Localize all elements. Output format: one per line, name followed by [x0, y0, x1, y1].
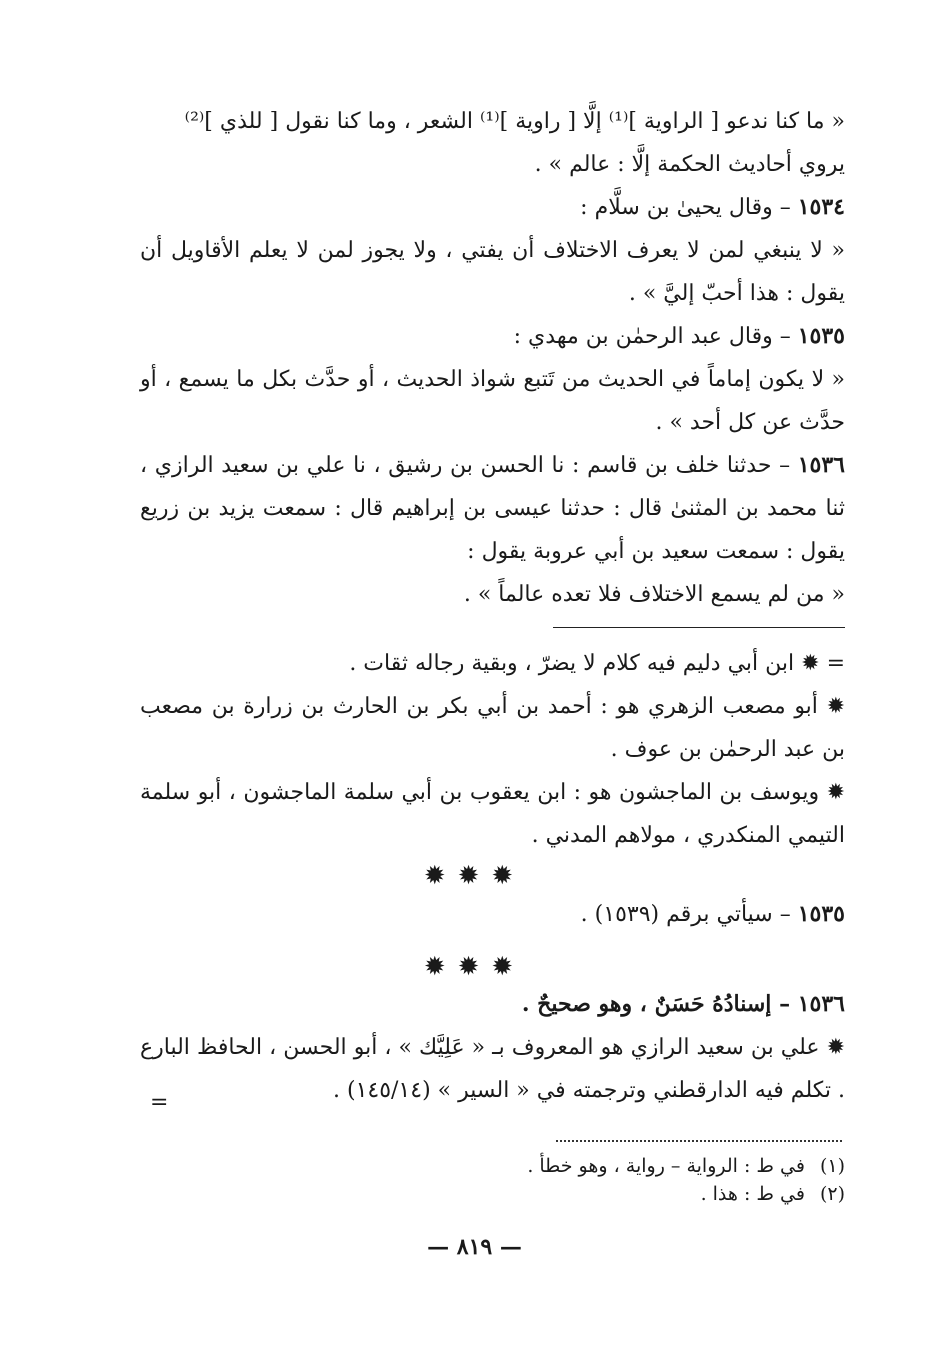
footnote-1-text: في ط : الرواية – رواية ، وهو خطأ . — [527, 1155, 805, 1177]
commentary-number-1536: ١٥٣٦ — [797, 991, 845, 1017]
continuation-mark: = — [826, 651, 845, 676]
entry-1536 — [140, 444, 845, 573]
star-icon: ✹ — [826, 694, 845, 719]
commentary-entry-1535 — [140, 893, 845, 936]
stars-divider-1: ✹✹✹ — [423, 861, 526, 891]
commentary-1536 — [140, 983, 845, 1112]
footnotes — [440, 1152, 845, 1208]
footnote-1-number: (١) — [819, 1155, 845, 1177]
separator-line — [553, 627, 845, 628]
star-icon: ✹ — [826, 1035, 845, 1060]
paragraph-3: « لا يكون إماماً في الحديث من تَتبع شواذ الحديث ، أو حدَّث بكل ما يسمع ، أو حدَّث عن كل أحد » . — [140, 367, 845, 435]
footnote-separator — [556, 1140, 842, 1142]
commentary-entry-1536 — [140, 983, 845, 1026]
entry-1535 — [140, 315, 845, 358]
entry-1534-heading: – وقال يحيىٰ بن سلَّام : — [580, 195, 798, 220]
entry-number-1536: ١٥٣٦ — [797, 452, 845, 478]
main-text — [140, 100, 845, 616]
footnote-2-number: (٢) — [819, 1183, 845, 1205]
commentary-top — [140, 642, 845, 857]
paragraph-1-line-2: يروي أحاديث الحكمة إلَّا : عالم » . — [534, 152, 845, 177]
paragraph-1-line-1: « ما كنا ندعو [ الراوية ]⁽¹⁾ إلَّا [ راوية ]⁽¹⁾ الشعر ، وما كنا نقول [ للذي ]⁽²⁾ — [184, 109, 845, 134]
stars-divider-2: ✹✹✹ — [423, 952, 526, 982]
note-4-text: علي بن سعيد الرازي هو المعروف بـ « عَلِيَّك » ، أبو الحسن ، الحافظ البارع . تكلم فيه الدارقطني وترجمته في « السير » (١٤٥/١٤) . — [140, 1035, 845, 1103]
note-1-text: ابن أبي دليم فيه كلام لا يضرّ ، وبقية رجاله ثقات . — [349, 651, 802, 676]
entry-number-1535: ١٥٣٥ — [797, 323, 845, 349]
footnote-2 — [440, 1180, 845, 1208]
page-number: — ٨١٩ — — [427, 1234, 522, 1260]
commentary-number-1535: ١٥٣٥ — [797, 901, 845, 927]
continuation-mark-end: = — [150, 1090, 169, 1115]
star-icon: ✹ — [826, 780, 845, 805]
entry-number-1534: ١٥٣٤ — [797, 194, 845, 220]
note-3 — [140, 771, 845, 857]
commentary-1535-text: – سيأتي برقم (١٥٣٩) . — [580, 902, 798, 927]
entry-1536-text: – حدثنا خلف بن قاسم : نا الحسن بن رشيق ، نا علي بن سعيد الرازي ، ثنا محمد بن المثنىٰ قال : حدثنا عيسى بن إبراهيم قال : سمعت يزيد بن زريع يقول : سمعت سعيد بن أبي عروبة يقول : — [140, 453, 845, 564]
note-2-text: أبو مصعب الزهري هو : أحمد بن أبي بكر بن الحارث بن زرارة بن مصعب بن عبد الرحمٰن بن عوف . — [140, 694, 845, 762]
paragraph-5: « من لم يسمع الاختلاف فلا تعده عالماً » . — [463, 582, 845, 607]
note-2 — [140, 685, 845, 771]
entry-1535-heading: – وقال عبد الرحمٰن بن مهدي : — [513, 324, 798, 349]
note-1 — [140, 642, 845, 685]
commentary-1536-heading: – إسنادُهُ حَسَنٌ ، وهو صحيحٌ . — [521, 991, 798, 1017]
note-3-text: ويوسف بن الماجشون هو : ابن يعقوب بن أبي سلمة الماجشون ، أبو سلمة التيمي المنكدري ، مولاهم المدني . — [140, 780, 845, 848]
paragraph-1 — [140, 100, 845, 186]
star-icon: ✹ — [801, 651, 820, 676]
footnote-2-text: في ط : هذا . — [700, 1183, 805, 1205]
footnote-1 — [440, 1152, 845, 1180]
paragraph-2: « لا ينبغي لمن لا يعرف الاختلاف أن يفتي ، ولا يجوز لمن لا يعلم الأقاويل أن يقول : هذا أحبّ إليَّ » . — [140, 238, 845, 306]
entry-1534 — [140, 186, 845, 229]
note-4 — [140, 1026, 845, 1112]
commentary-1535 — [140, 893, 845, 936]
